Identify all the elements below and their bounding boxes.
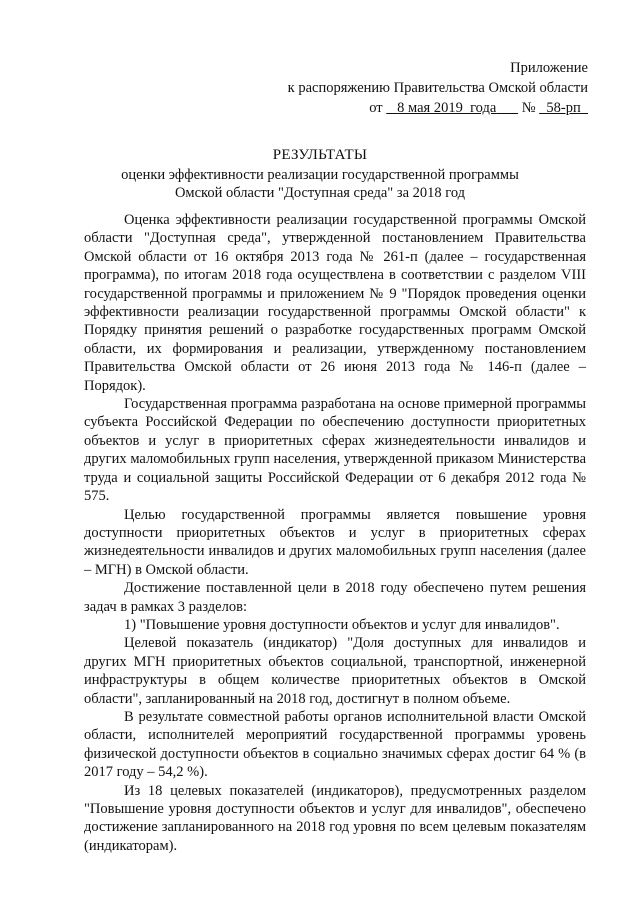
- title-line-2: Омской области "Доступная среда" за 2018 год: [174, 185, 466, 201]
- paragraph: Целью государственной программы является повышение уровня доступности приоритетных объектов и услуг в приоритетных сферах жизнедеятельности инвалидов и других маломобильных групп населения (далее – МГН) в Омской области.: [84, 506, 586, 578]
- number-label: №: [521, 100, 536, 116]
- title-heading: РЕЗУЛЬТАТЫ: [272, 147, 368, 163]
- paragraph: Целевой показатель (индикатор) "Доля доступных для инвалидов и других МГН приоритетных объектов социальной, транспортной, инженерной инфраструктуры в общем количестве приоритетных объектов в Омской области", запланированный на 2018 год, достигнут в полном объеме.: [84, 635, 586, 707]
- paragraph: Государственная программа разработана на основе примерной программы субъекта Российской Федерации по обеспечению доступности приоритетных объектов и услуг в приоритетных сферах жизнедеятельности инвалидов и других маломобильных групп населения, утвержденной приказом Министерства труда и социальной защиты Российской Федерации от 6 декабря 2012 года № 575.: [84, 396, 586, 505]
- paragraph: Достижение поставленной цели в 2018 году обеспечено путем решения задач в рамках 3 разделов:: [84, 580, 586, 615]
- document-title: [0, 146, 640, 202]
- attachment-order-ref: к распоряжению Правительства Омской области: [287, 80, 588, 96]
- paragraph: В результате совместной работы органов исполнительной власти Омской области, исполнителей мероприятий государственной программы уровень физической доступности объектов в социально значимых сферах достиг 64 % (в 2017 году – 54,2 %).: [84, 708, 586, 781]
- order-date: 8 мая 2019 года: [397, 100, 497, 116]
- attachment-header: [288, 58, 588, 118]
- list-item: 1) "Повышение уровня доступности объектов и услуг для инвалидов".: [124, 616, 560, 633]
- attachment-label: Приложение: [510, 60, 588, 76]
- title-line-1: оценки эффективности реализации государственной программы: [121, 167, 519, 183]
- from-label: от: [369, 100, 383, 116]
- paragraph: Оценка эффективности реализации государственной программы Омской области "Доступная среда", утвержденной постановлением Правительства Омской области от 16 октября 2013 года № 261-п (далее – государственная программа), по итогам 2018 года осуществлена в соответствии с разделом VIII государственной программы и приложением № 9 "Порядок проведения оценки эффективности реализации государственной программы Омской области" к Порядку принятия решений о разработке государственных программ Омской области, их формирования и реализации, утвержденному постановлением Правительства Омской области от 26 июня 2013 года № 146-п (далее – Порядок).: [84, 212, 586, 394]
- document-body: [84, 211, 586, 855]
- date-number-line: [288, 98, 588, 118]
- order-number: 58-рп: [546, 100, 581, 116]
- paragraph: Из 18 целевых показателей (индикаторов), предусмотренных разделом "Повышение уровня доступности объектов и услуг для инвалидов", обеспечено достижение запланированного на 2018 год уровня по всем целевым показателям (индикаторам).: [84, 782, 586, 854]
